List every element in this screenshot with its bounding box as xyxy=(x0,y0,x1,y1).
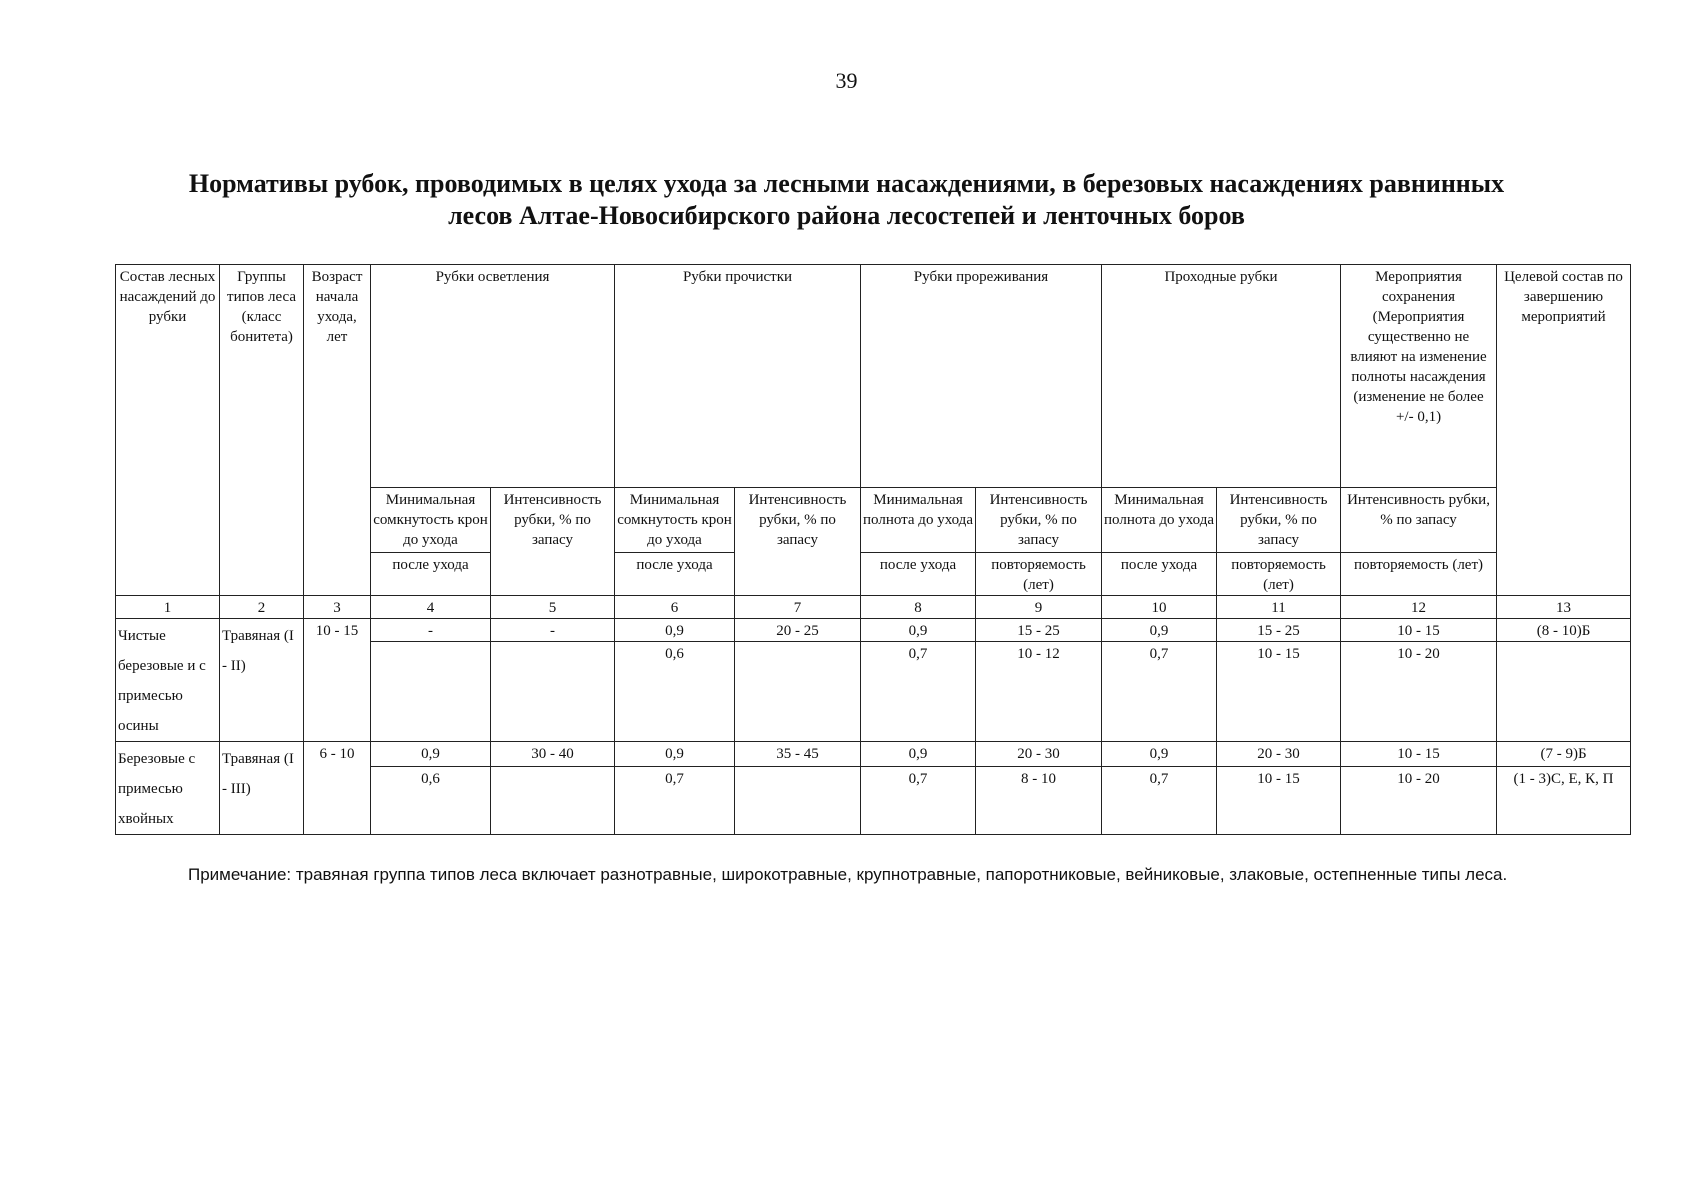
target-composition-cell: (1 - 3)С, Е, К, П xyxy=(1497,766,1631,834)
norms-table xyxy=(115,264,1631,835)
table-cell xyxy=(735,642,861,742)
column-number: 11 xyxy=(1217,596,1341,619)
target-composition-cell: (7 - 9)Б xyxy=(1497,742,1631,767)
header-after-care: после ухода xyxy=(1102,553,1217,596)
table-cell: 0,6 xyxy=(615,642,735,742)
table-cell: 0,9 xyxy=(615,619,735,642)
header-after-care: после ухода xyxy=(615,553,735,596)
age-cell: 6 - 10 xyxy=(304,742,371,835)
table-cell: - xyxy=(371,619,491,642)
table-cell: 10 - 15 xyxy=(1341,619,1497,642)
table-cell: 10 - 20 xyxy=(1341,766,1497,834)
page-number: 39 xyxy=(835,68,858,93)
table-cell: 0,7 xyxy=(861,766,976,834)
table-cell: 10 - 15 xyxy=(1217,766,1341,834)
forest-type-cell: Травяная (I - II) xyxy=(220,619,304,742)
table-cell: 0,7 xyxy=(615,766,735,834)
column-number: 3 xyxy=(304,596,371,619)
table-cell: 0,9 xyxy=(615,742,735,767)
header-repeat-years: повторяемость (лет) xyxy=(1217,553,1341,596)
table-cell: 0,9 xyxy=(861,619,976,642)
header-forest-type-group: Группы типов леса (класс бонитета) xyxy=(220,265,304,596)
column-number: 13 xyxy=(1497,596,1631,619)
column-number: 5 xyxy=(491,596,615,619)
header-intensity: Интенсивность рубки, % по запасу xyxy=(735,488,861,596)
title-line-2: лесов Алтае-Новосибирского района лесостепей и ленточных боров xyxy=(448,201,1245,230)
composition-cell: Чистые березовые и с примесью осины xyxy=(116,619,220,742)
column-number: 4 xyxy=(371,596,491,619)
table-cell xyxy=(491,766,615,834)
table-cell: 35 - 45 xyxy=(735,742,861,767)
header-passage-cutting: Проходные рубки xyxy=(1102,265,1341,488)
header-after-care: после ухода xyxy=(861,553,976,596)
age-cell: 10 - 15 xyxy=(304,619,371,742)
title-line-1: Нормативы рубок, проводимых в целях ухода за лесными насаждениями, в березовых насаждениях равнинных xyxy=(188,169,1505,198)
table-row xyxy=(116,742,1631,767)
table-cell: 0,9 xyxy=(371,742,491,767)
forest-type-cell: Травяная (I - III) xyxy=(220,742,304,835)
header-intensity: Интенсивность рубки, % по запасу xyxy=(976,488,1102,553)
header-composition: Состав лесных насаждений до рубки xyxy=(116,265,220,596)
table-cell: 10 - 15 xyxy=(1341,742,1497,767)
table-cell: 20 - 30 xyxy=(976,742,1102,767)
column-number: 1 xyxy=(116,596,220,619)
header-min-closure: Минимальная сомкнутость крон до ухода xyxy=(615,488,735,553)
header-clarification-cutting: Рубки осветления xyxy=(371,265,615,488)
target-composition-cell: (8 - 10)Б xyxy=(1497,619,1631,642)
table-cell: 30 - 40 xyxy=(491,742,615,767)
table-cell: 0,7 xyxy=(1102,766,1217,834)
table-cell: - xyxy=(491,619,615,642)
table-cell: 0,9 xyxy=(861,742,976,767)
table-cell xyxy=(371,642,491,742)
header-intensity-conservation: Интенсивность рубки, % по запасу xyxy=(1341,488,1497,553)
header-min-closure: Минимальная сомкнутость крон до ухода xyxy=(371,488,491,553)
table-cell: 0,9 xyxy=(1102,742,1217,767)
header-thinning-cutting: Рубки прореживания xyxy=(861,265,1102,488)
header-min-density: Минимальная полнота до ухода xyxy=(861,488,976,553)
table-cell: 15 - 25 xyxy=(976,619,1102,642)
header-conservation-measures: Мероприятия сохранения (Мероприятия существенно не влияют на изменение полноты насаждения (изменение не более +/- 0,1) xyxy=(1341,265,1497,488)
table-cell: 10 - 20 xyxy=(1341,642,1497,742)
column-number: 7 xyxy=(735,596,861,619)
header-row-main xyxy=(116,265,1631,488)
header-repeat-years: повторяемость (лет) xyxy=(976,553,1102,596)
table-cell: 0,9 xyxy=(1102,619,1217,642)
header-cleaning-cutting: Рубки прочистки xyxy=(615,265,861,488)
header-repeat-years: повторяемость (лет) xyxy=(1341,553,1497,596)
table-cell: 0,7 xyxy=(1102,642,1217,742)
table-cell: 8 - 10 xyxy=(976,766,1102,834)
column-number: 2 xyxy=(220,596,304,619)
header-intensity: Интенсивность рубки, % по запасу xyxy=(1217,488,1341,553)
composition-cell: Березовые с примесью хвойных xyxy=(116,742,220,835)
table-cell: 0,7 xyxy=(861,642,976,742)
footnote: Примечание: травяная группа типов леса включает разнотравные, широкотравные, крупнотравные, папоротниковые, вейниковые, злаковые, остепненные типы леса. xyxy=(188,865,1508,884)
column-number: 10 xyxy=(1102,596,1217,619)
header-age: Возраст начала ухода, лет xyxy=(304,265,371,596)
table-cell: 15 - 25 xyxy=(1217,619,1341,642)
header-intensity: Интенсивность рубки, % по запасу xyxy=(491,488,615,596)
table-cell: 20 - 30 xyxy=(1217,742,1341,767)
target-composition-cell xyxy=(1497,642,1631,742)
column-number: 8 xyxy=(861,596,976,619)
table-cell: 20 - 25 xyxy=(735,619,861,642)
page-title xyxy=(110,168,1583,232)
header-min-density: Минимальная полнота до ухода xyxy=(1102,488,1217,553)
table-cell: 0,6 xyxy=(371,766,491,834)
column-number: 12 xyxy=(1341,596,1497,619)
table-cell xyxy=(735,766,861,834)
column-numbers-row xyxy=(116,596,1631,619)
column-number: 9 xyxy=(976,596,1102,619)
header-target-composition: Целевой состав по завершению мероприятий xyxy=(1497,265,1631,596)
header-after-care: после ухода xyxy=(371,553,491,596)
column-number: 6 xyxy=(615,596,735,619)
table-cell: 10 - 15 xyxy=(1217,642,1341,742)
table-cell xyxy=(491,642,615,742)
table-cell: 10 - 12 xyxy=(976,642,1102,742)
table-row xyxy=(116,619,1631,642)
